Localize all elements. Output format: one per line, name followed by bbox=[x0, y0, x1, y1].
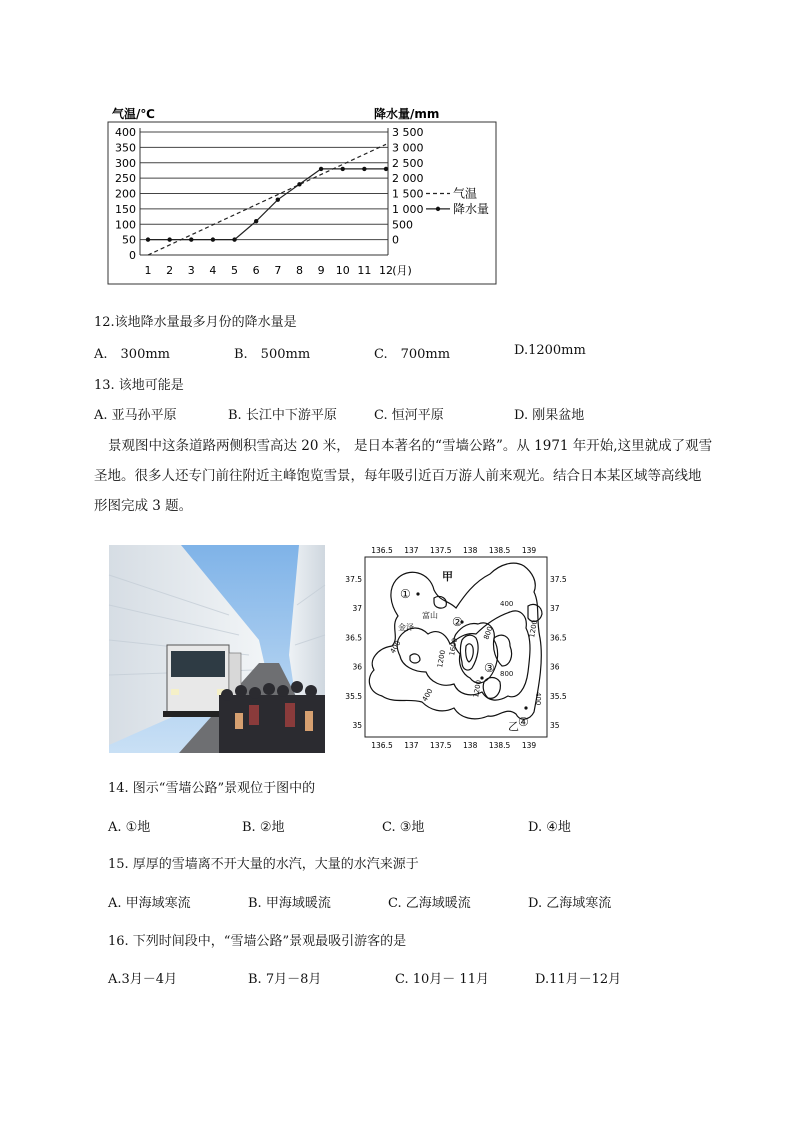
question-16-stem: 16. 下列时间段中，“雪墙公路”景观最吸引游客的是 bbox=[108, 934, 407, 949]
question-15-option-d[interactable]: D. 乙海域寒流 bbox=[528, 896, 612, 911]
question-15-option-c[interactable]: C. 乙海域暖流 bbox=[388, 896, 471, 911]
x-tick-label: 8 bbox=[295, 264, 303, 277]
series-point bbox=[362, 167, 366, 171]
x-tick-label: 9 bbox=[317, 264, 325, 277]
left-tick-label: 100 bbox=[115, 218, 136, 232]
left-tick-label: 250 bbox=[115, 172, 136, 186]
map-lat-label-left: 35 bbox=[352, 721, 362, 730]
map-lon-label-bottom: 138.5 bbox=[488, 741, 511, 750]
city-label-fushan: 富山 bbox=[422, 611, 438, 620]
contour-label-800a: 800 bbox=[482, 625, 495, 641]
snow-wall-photo bbox=[109, 545, 325, 753]
question-12-stem: 12.该地降水量最多月份的降水量是 bbox=[94, 315, 297, 330]
x-tick-label: 12 bbox=[379, 264, 393, 277]
map-lat-label-right: 37 bbox=[550, 604, 560, 614]
x-tick-label: 5 bbox=[231, 264, 239, 277]
x-unit-label: (月) bbox=[392, 264, 412, 277]
question-16-option-d[interactable]: D.11月－12月 bbox=[535, 972, 622, 987]
sea-label-yi: 乙 bbox=[508, 720, 519, 733]
map-lon-label-bottom: 137 bbox=[404, 741, 419, 750]
map-lon-label-top: 137 bbox=[404, 546, 419, 555]
contour-map bbox=[338, 542, 567, 754]
x-tick-label: 4 bbox=[209, 264, 217, 277]
question-12-option-d[interactable]: D.1200mm bbox=[514, 343, 586, 358]
location-label-4: ④ bbox=[518, 715, 529, 729]
location-label-2: ② bbox=[452, 615, 463, 629]
contour-label-400a: 400 bbox=[500, 600, 514, 608]
right-tick-label: 1 500 bbox=[392, 187, 424, 201]
question-16-option-c[interactable]: C. 10月－ 11月 bbox=[395, 972, 489, 987]
legend-marker-precipitation bbox=[436, 207, 440, 211]
map-lat-label-left: 35.5 bbox=[345, 691, 362, 701]
question-14-option-b[interactable]: B. ②地 bbox=[242, 820, 285, 835]
series-point bbox=[384, 167, 388, 171]
x-tick-label: 10 bbox=[335, 264, 350, 277]
question-16-option-b[interactable]: B. 7月－8月 bbox=[248, 972, 322, 987]
question-13-option-d[interactable]: D. 刚果盆地 bbox=[514, 408, 585, 423]
question-14-option-c[interactable]: C. ③地 bbox=[382, 820, 425, 835]
chart-frame bbox=[108, 122, 496, 284]
series-point bbox=[276, 197, 280, 201]
legend-label-temperature: 气温 bbox=[453, 186, 478, 201]
map-lon-label-top: 137.5 bbox=[430, 546, 452, 555]
x-tick-label: 7 bbox=[274, 264, 282, 277]
right-tick-label: 3 500 bbox=[392, 126, 424, 139]
map-lat-label-right: 37.5 bbox=[550, 575, 567, 584]
right-tick-label: 0 bbox=[392, 233, 399, 247]
right-tick-label: 1 000 bbox=[392, 202, 424, 216]
question-12-option-a[interactable]: A. 300mm bbox=[94, 347, 170, 362]
series-line-2 bbox=[148, 169, 386, 240]
sea-label-jia: 甲 bbox=[442, 570, 453, 583]
question-14-option-d[interactable]: D. ④地 bbox=[528, 820, 571, 835]
contour-map-svg bbox=[338, 542, 567, 754]
contour-label-400c: 400 bbox=[420, 687, 435, 703]
question-14-option-a[interactable]: A. ①地 bbox=[108, 820, 151, 835]
series-point bbox=[319, 167, 323, 171]
left-tick-label: 350 bbox=[115, 141, 136, 155]
question-15-option-a[interactable]: A. 甲海域寒流 bbox=[108, 896, 191, 911]
series-point bbox=[167, 237, 171, 241]
map-lon-label-bottom: 137.5 bbox=[430, 741, 452, 750]
x-tick-label: 2 bbox=[166, 264, 174, 277]
right-tick-label: 500 bbox=[392, 218, 413, 232]
left-tick-label: 200 bbox=[115, 187, 136, 201]
question-13-stem: 13. 该地可能是 bbox=[94, 378, 184, 393]
left-tick-label: 400 bbox=[115, 126, 136, 139]
right-tick-label: 2 000 bbox=[392, 172, 424, 186]
contour-label-1200a: 1200 bbox=[436, 649, 448, 669]
grid-lines bbox=[140, 128, 388, 255]
map-lat-label-left: 36 bbox=[352, 662, 362, 672]
left-tick-label: 50 bbox=[122, 233, 136, 247]
right-tick-label: 3 000 bbox=[392, 141, 424, 155]
map-lon-label-top: 136.5 bbox=[371, 546, 393, 555]
left-tick-label: 300 bbox=[115, 156, 136, 170]
contour-label-1600: 1600 bbox=[448, 637, 460, 657]
series-point bbox=[189, 237, 193, 241]
series-point bbox=[232, 237, 236, 241]
series-point bbox=[146, 237, 150, 241]
contour-label-1200b: 1200 bbox=[528, 619, 540, 639]
left-tick-label: 150 bbox=[115, 202, 136, 216]
right-axis-title: 降水量/mm bbox=[374, 107, 440, 121]
series-point bbox=[297, 182, 301, 186]
right-tick-label: 2 500 bbox=[392, 156, 424, 170]
map-lon-label-bottom: 136.5 bbox=[371, 741, 393, 750]
map-lat-label-right: 35 bbox=[550, 721, 560, 730]
left-axis-title: 气温/℃ bbox=[112, 107, 155, 121]
climate-chart bbox=[100, 100, 500, 286]
legend-label-precipitation: 降水量 bbox=[453, 201, 490, 216]
series-layer bbox=[146, 144, 388, 255]
map-lat-label-left: 37 bbox=[352, 604, 362, 614]
left-tick-label: 0 bbox=[129, 249, 136, 262]
contour-label-400d: 400 bbox=[534, 692, 542, 706]
x-tick-label: 1 bbox=[144, 264, 152, 277]
map-lon-label-top: 138.5 bbox=[488, 546, 511, 555]
map-lon-label-top: 138 bbox=[463, 546, 478, 555]
location-label-3: ③ bbox=[484, 661, 495, 675]
question-16-option-a[interactable]: A.3月－4月 bbox=[108, 972, 178, 987]
map-lat-label-right: 35.5 bbox=[550, 691, 567, 701]
question-12-option-c[interactable]: C. 700mm bbox=[374, 347, 451, 362]
series-point bbox=[341, 167, 345, 171]
snow-wall-photo-svg bbox=[109, 545, 325, 753]
map-lat-label-right: 36 bbox=[550, 662, 560, 672]
contour-label-400b: 400 bbox=[388, 639, 403, 655]
city-label-jinze: 金泽 bbox=[398, 623, 414, 632]
map-lat-label-left: 36.5 bbox=[345, 633, 362, 643]
question-13-option-b[interactable]: B. 长江中下游平原 bbox=[228, 408, 337, 423]
x-tick-label: 6 bbox=[252, 264, 260, 277]
question-13-option-a[interactable]: A. 亚马孙平原 bbox=[94, 408, 177, 423]
legend bbox=[426, 186, 489, 216]
x-tick-label: 3 bbox=[187, 264, 195, 277]
series-point bbox=[211, 237, 215, 241]
x-tick-label: 11 bbox=[357, 264, 372, 277]
question-15-option-b[interactable]: B. 甲海域暖流 bbox=[248, 896, 331, 911]
question-14-stem: 14. 图示“雪墙公路”景观位于图中的 bbox=[108, 781, 316, 796]
question-13-option-c[interactable]: C. 恒河平原 bbox=[374, 408, 444, 423]
question-15-stem: 15. 厚厚的雪墙离不开大量的水汽，大量的水汽来源于 bbox=[108, 857, 419, 872]
map-lon-label-top: 139 bbox=[521, 546, 537, 555]
location-label-1: ① bbox=[400, 587, 411, 601]
map-lat-label-left: 37.5 bbox=[345, 575, 362, 584]
passage-text: 景观图中这条道路两侧积雪高达 20 米， 是日本著名的“雪墙公路”。从 1971 年开始,这里就成了观雪圣地。很多人还专门前往附近主峰饱览雪景，每年吸引近百万游人前来观光。结合日本某区域等高线地形图完成 3 题。 bbox=[94, 438, 713, 514]
map-lon-label-bottom: 139 bbox=[521, 741, 537, 750]
series-line-1 bbox=[148, 144, 386, 255]
series-point bbox=[254, 219, 258, 223]
map-lat-label-right: 36.5 bbox=[550, 633, 567, 643]
climate-chart-svg bbox=[100, 100, 500, 286]
contour-label-1200c: 1200 bbox=[472, 679, 484, 699]
question-12-option-b[interactable]: B. 500mm bbox=[234, 347, 311, 362]
map-lon-label-bottom: 138 bbox=[463, 741, 478, 750]
contour-label-800b: 800 bbox=[500, 670, 514, 678]
